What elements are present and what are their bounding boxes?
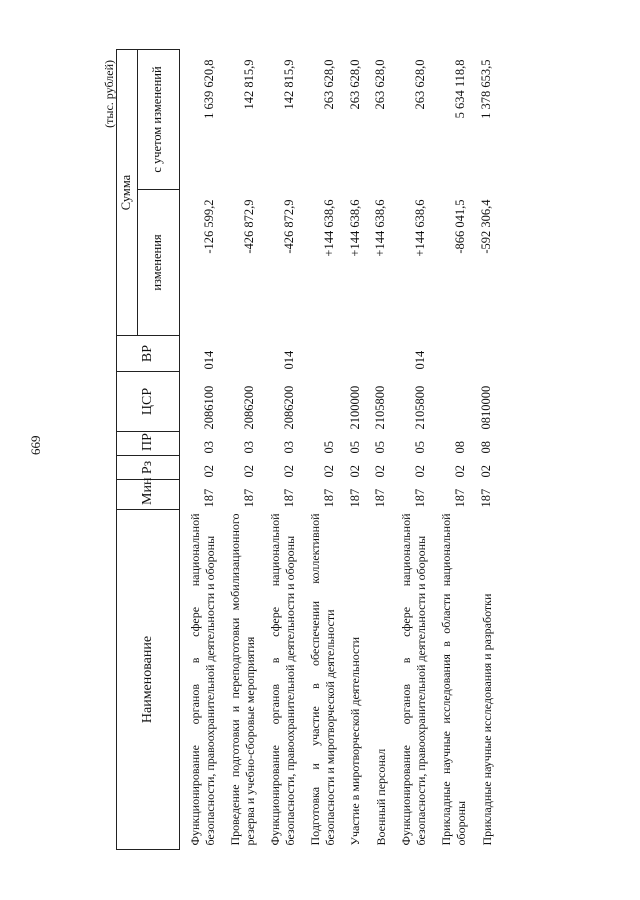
row-pr: 05 [413, 441, 428, 454]
row-min: 187 [347, 488, 362, 508]
row-pr: 05 [322, 441, 336, 454]
row-name: Функционирование органов в сфере национальной безопасности, правоохранительной деятельности и обороны [398, 513, 428, 846]
row-name: Функционирование органов в сфере национальной безопасности, правоохранительной деятельности и обороны [187, 513, 217, 846]
table-row [224, 50, 264, 850]
row-total: 142 815,9 [242, 59, 256, 110]
row-pr: 03 [282, 441, 296, 454]
page-number: 669 [28, 435, 43, 455]
row-name: Военный персонал [373, 748, 388, 846]
table-body [179, 50, 500, 850]
row-changes: +144 638,6 [413, 199, 428, 257]
row-changes: -126 599,2 [202, 199, 216, 254]
table-row [435, 50, 475, 850]
row-changes: +144 638,6 [347, 199, 362, 257]
row-total: 1 378 653,5 [478, 59, 493, 119]
row-pr: 08 [453, 441, 468, 454]
row-name: Проведение подготовки и переподготовки мобилизационного резерва и учебно-сборовые мероприятия [227, 513, 257, 846]
row-total: 263 628,0 [347, 59, 362, 110]
row-csr: 2086200 [242, 385, 256, 430]
header-rz: Рз [117, 456, 180, 480]
row-vr [224, 336, 264, 372]
row-pr: 05 [373, 441, 388, 454]
row-name: Прикладные научные исследования и разработки [479, 593, 494, 846]
row-changes: -592 306,4 [478, 199, 493, 254]
row-total: 142 815,9 [282, 59, 296, 110]
row-changes: +144 638,6 [373, 199, 388, 257]
row-changes: -866 041,5 [453, 199, 468, 254]
row-csr [435, 372, 475, 432]
row-pr: 03 [242, 441, 256, 454]
row-name: Функционирование органов в сфере национальной безопасности, правоохранительной деятельности и обороны [267, 513, 297, 846]
row-changes: -426 872,9 [242, 199, 256, 254]
row-total: 5 634 118,8 [453, 59, 468, 119]
row-min: 187 [282, 488, 296, 508]
row-rz: 02 [282, 465, 296, 478]
row-vr [344, 336, 370, 372]
row-pr: 03 [202, 441, 216, 454]
row-total: 263 628,0 [373, 59, 388, 110]
row-rz: 02 [373, 465, 388, 478]
row-vr: 014 [202, 350, 216, 370]
table-row [395, 50, 435, 850]
row-min: 187 [242, 488, 256, 508]
row-rz: 02 [413, 465, 428, 478]
row-total: 263 628,0 [322, 59, 336, 110]
row-pr: 08 [478, 441, 493, 454]
row-name: Подготовка и участие в обеспечении коллективной безопасности и миротворческой деятельности [307, 513, 337, 846]
budget-table-sheet [100, 50, 560, 850]
row-name: Прикладные научные исследования в области национальной обороны [438, 513, 468, 846]
row-csr: 2086100 [202, 385, 216, 430]
row-vr [369, 336, 395, 372]
budget-table [116, 49, 501, 850]
header-sum: Сумма [117, 50, 138, 336]
row-min: 187 [413, 488, 428, 508]
row-min: 187 [478, 488, 493, 508]
row-total: 263 628,0 [413, 59, 428, 110]
row-min: 187 [202, 488, 216, 508]
table-row [304, 50, 344, 850]
header-changes: изменения [137, 190, 179, 336]
header-with-changes: с учетом изменений [137, 50, 179, 190]
header-min: Мин [117, 480, 180, 510]
header-pr: ПР [117, 432, 180, 456]
header-vr: ВР [117, 336, 180, 372]
row-name: Участие в миротворческой деятельности [348, 636, 363, 846]
row-total: 1 639 620,8 [202, 59, 216, 119]
row-min: 187 [453, 488, 468, 508]
row-vr [475, 336, 501, 372]
row-vr [304, 336, 344, 372]
table-row [369, 50, 395, 850]
units-label: (тыс. рублей) [102, 60, 116, 128]
row-csr: 2100000 [347, 385, 362, 430]
table-row [264, 50, 304, 850]
row-csr: 2105800 [373, 385, 388, 430]
header-name: Наименование [117, 510, 180, 850]
row-pr: 05 [347, 441, 362, 454]
row-min: 187 [373, 488, 388, 508]
row-changes: -426 872,9 [282, 199, 296, 254]
row-rz: 02 [322, 465, 336, 478]
row-csr: 2105800 [413, 385, 428, 430]
table-header [117, 50, 180, 850]
row-rz: 02 [453, 465, 468, 478]
row-rz: 02 [242, 465, 256, 478]
header-csr: ЦСР [117, 372, 180, 432]
table-row [344, 50, 370, 850]
row-csr: 0810000 [478, 385, 493, 430]
row-csr: 2086200 [282, 385, 296, 430]
row-changes: +144 638,6 [322, 199, 336, 257]
table-row [475, 50, 501, 850]
row-rz: 02 [347, 465, 362, 478]
row-vr [435, 336, 475, 372]
row-min: 187 [322, 488, 336, 508]
row-vr: 014 [282, 350, 296, 370]
table-row [179, 50, 224, 850]
row-vr: 014 [413, 350, 428, 370]
row-rz: 02 [202, 465, 216, 478]
row-csr [304, 372, 344, 432]
row-rz: 02 [478, 465, 493, 478]
